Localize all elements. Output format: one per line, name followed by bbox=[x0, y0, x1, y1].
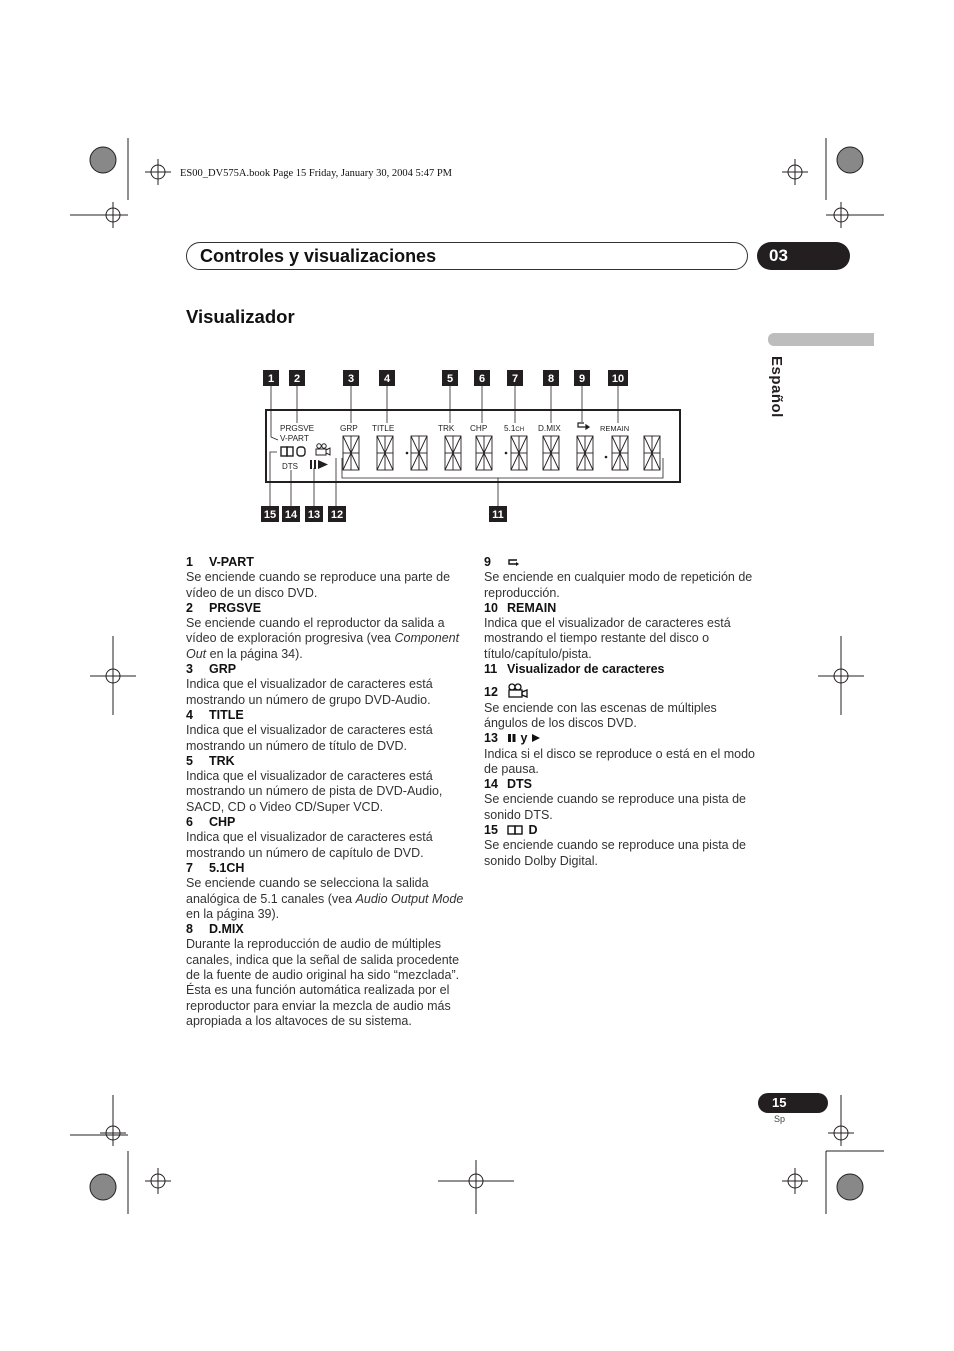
list-item: 7 5.1CH Se enciende cuando se selecciona la salida analógica de 5.1 canales (vea Audio Output Mode en la página 39). bbox=[186, 860, 464, 921]
pause-icon bbox=[507, 733, 517, 743]
label-trk: TRK bbox=[438, 424, 455, 433]
list-item: 6 CHP Indica que el visualizador de caracteres está mostrando un número de capítulo de DVD. bbox=[186, 815, 433, 860]
list-item: 2 PRGSVE Se enciende cuando el reproductor da salida a vídeo de exploración progresiva (vea Component Out en la página 34). bbox=[186, 600, 460, 661]
chapter-number: 03 bbox=[757, 242, 850, 270]
section-title: Visualizador bbox=[186, 306, 295, 327]
play-icon bbox=[531, 733, 541, 743]
callouts-bottom bbox=[261, 506, 507, 522]
list-item: 4 TITLE Indica que el visualizador de caracteres está mostrando un número de título de DVD. bbox=[186, 707, 433, 753]
angle-camera-icon bbox=[507, 683, 529, 698]
callout-1: 1 bbox=[267, 373, 275, 385]
dolby-digital-icon bbox=[281, 447, 305, 456]
char-1 bbox=[343, 436, 359, 470]
list-item: 10 REMAIN Indica que el visualizador de caracteres está mostrando el tiempo restante del disco o título/capítulo/pista. bbox=[484, 600, 731, 661]
list-item: 14 DTS Se enciende cuando se reproduce una pista de sonido DTS. bbox=[484, 777, 746, 822]
label-remain: REMAIN bbox=[600, 424, 630, 433]
list-item: 12 Se enciende con las escenas de múltiples ángulos de los discos DVD. bbox=[484, 685, 717, 730]
char-9 bbox=[612, 436, 628, 470]
callout-2: 2 bbox=[293, 373, 301, 385]
label-chp: CHP bbox=[470, 424, 488, 433]
items-right-column bbox=[484, 555, 762, 869]
callout-14: 14 bbox=[284, 509, 298, 521]
char-2 bbox=[377, 436, 393, 470]
label-grp: GRP bbox=[340, 424, 358, 433]
callouts-top bbox=[263, 370, 628, 386]
chapter-title: Controles y visualizaciones bbox=[200, 246, 437, 266]
print-header: ES00_DV575A.book Page 15 Friday, January 30, 2004 5:47 PM bbox=[180, 168, 453, 179]
list-item: 9 Se enciende en cualquier modo de repetición de reproducción. bbox=[484, 555, 753, 600]
pause-play-icon bbox=[310, 460, 328, 469]
page-lang-code: Sp bbox=[774, 1114, 786, 1124]
callout-10: 10 bbox=[611, 373, 625, 385]
label-title: TITLE bbox=[372, 424, 395, 433]
character-display bbox=[343, 436, 660, 470]
leader-lines bbox=[270, 386, 663, 506]
char-8 bbox=[577, 436, 593, 470]
char-3 bbox=[411, 436, 427, 470]
list-item: 5 TRK Indica que el visualizador de caracteres está mostrando un número de pista de DVD-Audio, SACD, CD o Video CD/Super VCD. bbox=[186, 753, 443, 814]
list-item: 3 GRP Indica que el visualizador de caracteres está mostrando un número de grupo DVD-Audio. bbox=[186, 662, 433, 707]
list-item: 13 y Indica si el disco se reproduce o está en el modo de pausa. bbox=[484, 731, 755, 776]
language-tab-bar bbox=[768, 333, 874, 346]
callout-7: 7 bbox=[511, 373, 519, 385]
callout-13: 13 bbox=[307, 509, 321, 521]
callout-15: 15 bbox=[263, 509, 277, 521]
display-diagram bbox=[250, 360, 690, 530]
list-item: 1 V-PART Se enciende cuando se reproduce una parte de vídeo de un disco DVD. bbox=[186, 555, 451, 600]
language-tab: Español bbox=[768, 356, 785, 418]
angle-camera-icon bbox=[316, 444, 330, 455]
label-vpart: V-PART bbox=[280, 434, 309, 443]
label-51: 5.1CH bbox=[504, 424, 525, 433]
callout-9: 9 bbox=[578, 373, 586, 385]
callout-12: 12 bbox=[330, 509, 344, 521]
callout-11: 11 bbox=[492, 509, 504, 521]
char-10 bbox=[644, 436, 660, 470]
char-7 bbox=[543, 436, 559, 470]
callout-4: 4 bbox=[383, 373, 391, 385]
label-prgsve: PRGSVE bbox=[280, 424, 315, 433]
list-item: 15 D Se enciende cuando se reproduce una pista de sonido Dolby Digital. bbox=[484, 823, 746, 868]
callout-3: 3 bbox=[347, 373, 355, 385]
dolby-digital-icon bbox=[507, 825, 525, 835]
label-dmix: D.MIX bbox=[538, 424, 561, 433]
callout-8: 8 bbox=[547, 373, 555, 385]
repeat-icon bbox=[507, 558, 520, 567]
char-5 bbox=[476, 436, 492, 470]
list-item: 8 D.MIX Durante la reproducción de audio de múltiples canales, indica que la señal de salida procedente de la fuente de audio original ha sido “mezclada”. Ésta es una función automática realizada por el reproductor para enviar la mezcla de audio más apropiada a los altavoces de su sistema. bbox=[186, 922, 460, 1028]
char-4 bbox=[445, 436, 461, 470]
callout-5: 5 bbox=[446, 373, 454, 385]
repeat-icon bbox=[578, 423, 589, 429]
label-dts: DTS bbox=[282, 462, 298, 471]
list-item: 11 Visualizador de caracteres bbox=[484, 662, 665, 677]
page-number: 15 bbox=[758, 1093, 828, 1113]
items-left-column bbox=[186, 555, 464, 1029]
callout-6: 6 bbox=[478, 373, 486, 385]
char-6 bbox=[511, 436, 527, 470]
